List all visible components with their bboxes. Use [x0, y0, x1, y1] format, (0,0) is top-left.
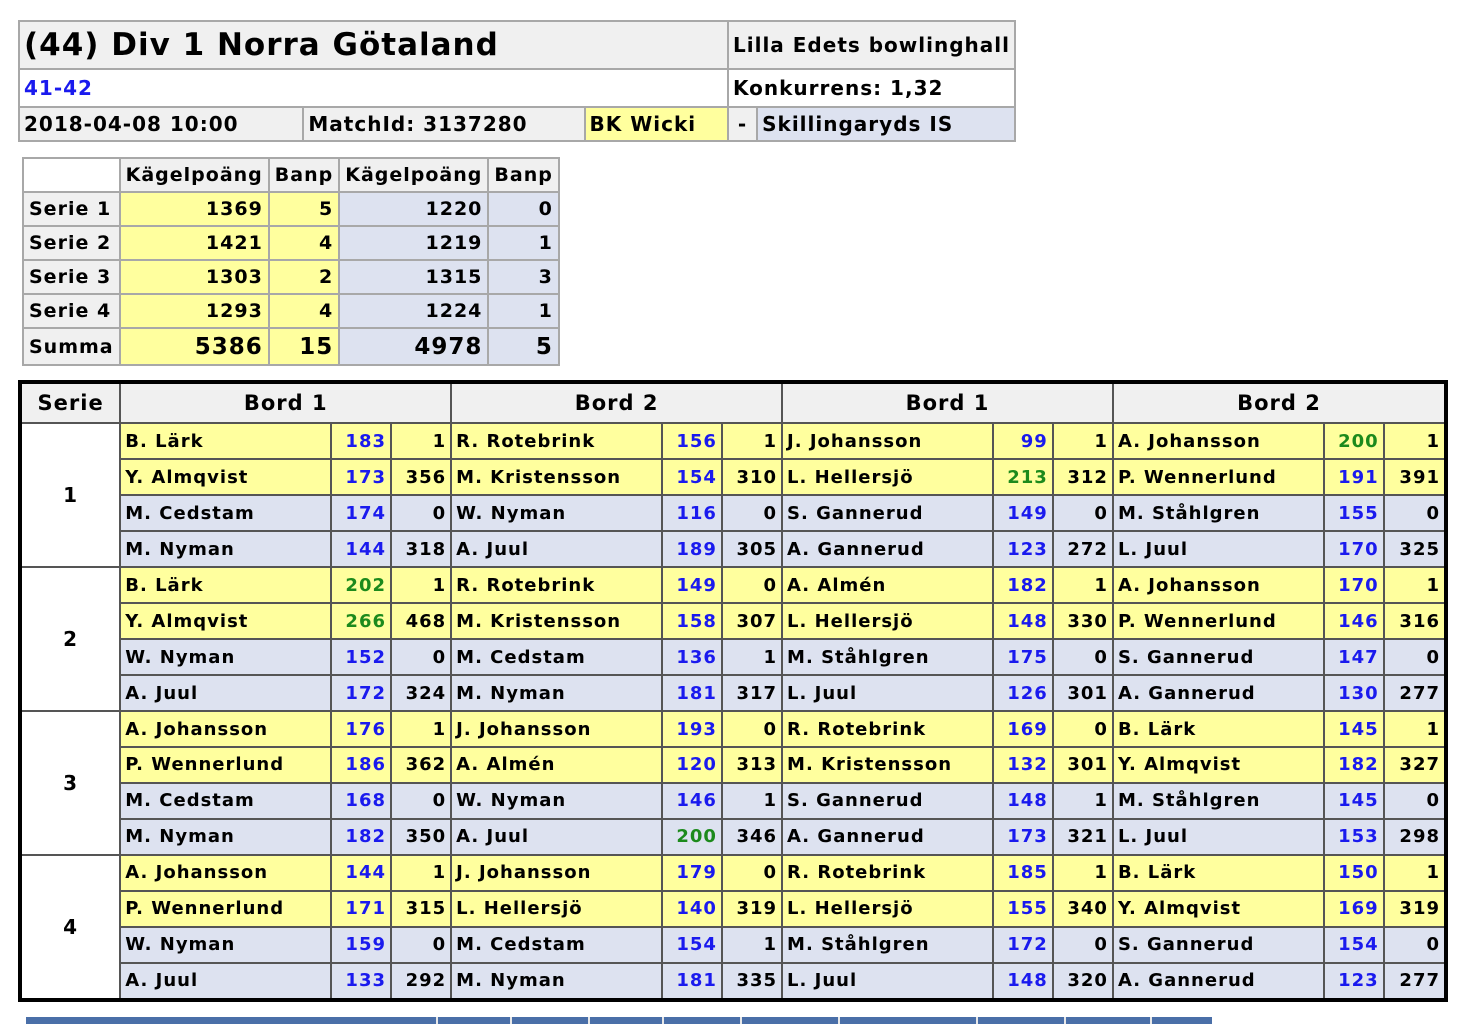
bord-header: Bord 2: [1113, 382, 1446, 423]
summary-total-home-kp: 5386: [120, 328, 269, 365]
player-score: 266: [331, 603, 391, 639]
player-score: 176: [331, 711, 391, 747]
player-score: 173: [331, 459, 391, 495]
player-row: [20, 819, 1446, 855]
home-kagelpoang: 1293: [120, 294, 269, 328]
player-row: [20, 855, 1446, 891]
detail-table: [18, 380, 1448, 1002]
pair-total: 319: [722, 891, 782, 927]
player-row: [20, 567, 1446, 603]
player-score: 193: [662, 711, 722, 747]
player-name: R. Rotebrink: [782, 711, 993, 747]
pair-total: 310: [722, 459, 782, 495]
pair-total: 272: [1053, 531, 1113, 567]
player-name: R. Rotebrink: [451, 567, 662, 603]
player-score: 168: [331, 783, 391, 819]
lane-point: 1: [391, 711, 451, 747]
player-name: M. Nyman: [120, 819, 331, 855]
summary-row: [23, 260, 559, 294]
away-banpoang: 0: [488, 192, 558, 226]
lane-point: 0: [1053, 495, 1113, 531]
player-name: S. Gannerud: [1113, 927, 1324, 963]
player-score: 132: [993, 747, 1053, 783]
player-score: 149: [993, 495, 1053, 531]
player-score: 173: [993, 819, 1053, 855]
player-score: 120: [662, 747, 722, 783]
serie-number: 1: [20, 423, 120, 567]
lane-point: 1: [391, 423, 451, 459]
summary-total-away-kp: 4978: [339, 328, 488, 365]
team-separator: -: [728, 107, 757, 141]
player-name: L. Juul: [1113, 531, 1324, 567]
player-score: 174: [331, 495, 391, 531]
player-score: 169: [1324, 891, 1384, 927]
player-name: P. Wennerlund: [120, 891, 331, 927]
away-kagelpoang: 1315: [339, 260, 488, 294]
pair-total: 277: [1384, 675, 1446, 711]
pair-total: 356: [391, 459, 451, 495]
summary-row: [23, 294, 559, 328]
player-name: S. Gannerud: [782, 495, 993, 531]
player-name: J. Johansson: [451, 855, 662, 891]
player-name: J. Johansson: [782, 423, 993, 459]
player-name: M. Cedstam: [120, 783, 331, 819]
away-banpoang: 3: [488, 260, 558, 294]
player-name: L. Juul: [1113, 819, 1324, 855]
lane-point: 1: [722, 927, 782, 963]
away-kagelpoang: 1224: [339, 294, 488, 328]
lane-point: 1: [722, 639, 782, 675]
player-score: 144: [331, 855, 391, 891]
player-score: 123: [993, 531, 1053, 567]
player-score: 146: [1324, 603, 1384, 639]
home-kagelpoang: 1303: [120, 260, 269, 294]
player-score: 148: [993, 963, 1053, 1000]
player-row: [20, 711, 1446, 747]
player-name: Y. Almqvist: [120, 603, 331, 639]
away-kagelpoang: 1219: [339, 226, 488, 260]
player-score: 133: [331, 963, 391, 1000]
player-score: 136: [662, 639, 722, 675]
player-name: A. Juul: [451, 819, 662, 855]
pair-total: 320: [1053, 963, 1113, 1000]
lane-point: 1: [1384, 567, 1446, 603]
pair-total: 316: [1384, 603, 1446, 639]
lane-point: 1: [1384, 423, 1446, 459]
player-name: L. Hellersjö: [782, 459, 993, 495]
pair-total: 321: [1053, 819, 1113, 855]
pair-total: 312: [1053, 459, 1113, 495]
player-name: S. Gannerud: [782, 783, 993, 819]
away-team: Skillingaryds IS: [757, 107, 1015, 141]
home-banpoang: 4: [269, 294, 339, 328]
player-name: L. Hellersjö: [451, 891, 662, 927]
player-name: M. Cedstam: [451, 927, 662, 963]
player-name: Y. Almqvist: [1113, 747, 1324, 783]
player-name: A. Almén: [451, 747, 662, 783]
serie-number: 4: [20, 855, 120, 1000]
lane-point: 1: [1053, 567, 1113, 603]
serie-number: 3: [20, 711, 120, 855]
player-name: W. Nyman: [120, 927, 331, 963]
player-score: 191: [1324, 459, 1384, 495]
player-score: 182: [331, 819, 391, 855]
player-row: [20, 747, 1446, 783]
summary-table: [22, 157, 560, 366]
lane-point: 0: [1053, 927, 1113, 963]
player-name: L. Juul: [782, 963, 993, 1000]
player-score: 150: [1324, 855, 1384, 891]
detail-rows: [20, 423, 1446, 1000]
player-score: 171: [331, 891, 391, 927]
lane-point: 0: [722, 495, 782, 531]
player-name: S. Gannerud: [1113, 639, 1324, 675]
player-score: 186: [331, 747, 391, 783]
pair-total: 277: [1384, 963, 1446, 1000]
player-name: M. Ståhlgren: [1113, 783, 1324, 819]
player-name: M. Nyman: [451, 963, 662, 1000]
pair-total: 313: [722, 747, 782, 783]
player-score: 200: [1324, 423, 1384, 459]
lane-point: 1: [1053, 783, 1113, 819]
pair-total: 340: [1053, 891, 1113, 927]
lane-point: 1: [722, 423, 782, 459]
player-row: [20, 495, 1446, 531]
summary-corner: [23, 158, 120, 192]
bord-header: Bord 2: [451, 382, 782, 423]
player-row: [20, 459, 1446, 495]
lane-point: 1: [1384, 711, 1446, 747]
lane-point: 1: [722, 783, 782, 819]
player-score: 158: [662, 603, 722, 639]
player-score: 149: [662, 567, 722, 603]
player-score: 148: [993, 603, 1053, 639]
pair-total: 335: [722, 963, 782, 1000]
player-name: A. Johansson: [1113, 567, 1324, 603]
summary-total-away-bp: 5: [488, 328, 558, 365]
summary-header: Banp: [269, 158, 339, 192]
player-name: M. Nyman: [451, 675, 662, 711]
player-name: Y. Almqvist: [120, 459, 331, 495]
player-row: [20, 639, 1446, 675]
player-name: P. Wennerlund: [1113, 603, 1324, 639]
summary-header: Kägelpoäng: [120, 158, 269, 192]
lane-point: 0: [1053, 639, 1113, 675]
player-score: 154: [1324, 927, 1384, 963]
pair-total: 330: [1053, 603, 1113, 639]
player-score: 147: [1324, 639, 1384, 675]
match-score: 41-42: [19, 69, 728, 107]
pair-total: 324: [391, 675, 451, 711]
player-name: M. Ståhlgren: [1113, 495, 1324, 531]
match-datetime: 2018-04-08 10:00: [19, 107, 303, 141]
lane-point: 0: [722, 855, 782, 891]
lane-point: 1: [1053, 855, 1113, 891]
player-name: B. Lärk: [1113, 711, 1324, 747]
player-score: 145: [1324, 711, 1384, 747]
player-score: 172: [331, 675, 391, 711]
summary-row: [23, 226, 559, 260]
player-score: 99: [993, 423, 1053, 459]
player-score: 130: [1324, 675, 1384, 711]
pair-total: 292: [391, 963, 451, 1000]
player-name: M. Cedstam: [120, 495, 331, 531]
lane-point: 1: [1384, 855, 1446, 891]
pair-total: 298: [1384, 819, 1446, 855]
player-name: A. Gannerud: [1113, 963, 1324, 1000]
player-score: 154: [662, 459, 722, 495]
home-kagelpoang: 1369: [120, 192, 269, 226]
player-row: [20, 963, 1446, 1000]
bord-header: Bord 1: [782, 382, 1113, 423]
home-kagelpoang: 1421: [120, 226, 269, 260]
summary-rows: [23, 192, 559, 328]
player-score: 189: [662, 531, 722, 567]
player-score: 146: [662, 783, 722, 819]
pair-total: 325: [1384, 531, 1446, 567]
pair-total: 317: [722, 675, 782, 711]
player-score: 175: [993, 639, 1053, 675]
player-name: W. Nyman: [451, 495, 662, 531]
lane-point: 0: [1384, 927, 1446, 963]
player-name: P. Wennerlund: [1113, 459, 1324, 495]
serie-header: Serie: [20, 382, 120, 423]
player-score: 182: [1324, 747, 1384, 783]
player-score: 169: [993, 711, 1053, 747]
player-name: J. Johansson: [451, 711, 662, 747]
serie-number: 2: [20, 567, 120, 711]
player-score: 170: [1324, 531, 1384, 567]
pair-total: 301: [1053, 675, 1113, 711]
player-score: 126: [993, 675, 1053, 711]
player-row: [20, 783, 1446, 819]
pair-total: 307: [722, 603, 782, 639]
player-name: W. Nyman: [451, 783, 662, 819]
lane-point: 1: [391, 567, 451, 603]
pair-total: 391: [1384, 459, 1446, 495]
player-name: A. Juul: [120, 675, 331, 711]
player-score: 172: [993, 927, 1053, 963]
away-banpoang: 1: [488, 226, 558, 260]
pair-total: 305: [722, 531, 782, 567]
lane-point: 0: [391, 927, 451, 963]
player-score: 179: [662, 855, 722, 891]
player-name: L. Juul: [782, 675, 993, 711]
pair-total: 315: [391, 891, 451, 927]
lane-point: 1: [391, 855, 451, 891]
player-score: 156: [662, 423, 722, 459]
player-name: M. Kristensson: [451, 459, 662, 495]
player-name: A. Gannerud: [782, 531, 993, 567]
player-name: R. Rotebrink: [782, 855, 993, 891]
bord-header: Bord 1: [120, 382, 451, 423]
player-score: 182: [993, 567, 1053, 603]
player-score: 200: [662, 819, 722, 855]
player-name: M. Nyman: [120, 531, 331, 567]
player-score: 144: [331, 531, 391, 567]
match-id: MatchId: 3137280: [303, 107, 584, 141]
player-score: 185: [993, 855, 1053, 891]
player-score: 154: [662, 927, 722, 963]
player-name: M. Ståhlgren: [782, 639, 993, 675]
lane-point: 1: [1053, 423, 1113, 459]
player-row: [20, 603, 1446, 639]
lane-point: 0: [722, 567, 782, 603]
match-title: (44) Div 1 Norra Götaland: [19, 21, 728, 69]
lane-point: 0: [1053, 711, 1113, 747]
player-row: [20, 423, 1446, 459]
player-score: 181: [662, 963, 722, 1000]
pair-total: 350: [391, 819, 451, 855]
summary-total-home-bp: 15: [269, 328, 339, 365]
player-name: M. Ståhlgren: [782, 927, 993, 963]
player-name: L. Hellersjö: [782, 603, 993, 639]
player-score: 213: [993, 459, 1053, 495]
summary-row-label: Serie 4: [23, 294, 120, 328]
lane-point: 0: [1384, 495, 1446, 531]
away-kagelpoang: 1220: [339, 192, 488, 226]
pair-total: 327: [1384, 747, 1446, 783]
pair-total: 468: [391, 603, 451, 639]
player-score: 181: [662, 675, 722, 711]
player-score: 123: [1324, 963, 1384, 1000]
player-name: A. Gannerud: [782, 819, 993, 855]
player-name: A. Juul: [451, 531, 662, 567]
player-score: 153: [1324, 819, 1384, 855]
lane-point: 0: [722, 711, 782, 747]
home-banpoang: 4: [269, 226, 339, 260]
summary-header: Kägelpoäng: [339, 158, 488, 192]
player-name: A. Johansson: [1113, 423, 1324, 459]
player-score: 155: [993, 891, 1053, 927]
summary-row-label: Serie 3: [23, 260, 120, 294]
player-score: 148: [993, 783, 1053, 819]
bottom-table-edge: [26, 1017, 1212, 1024]
player-name: B. Lärk: [1113, 855, 1324, 891]
home-team: BK Wicki: [585, 107, 728, 141]
venue: Lilla Edets bowlinghall: [728, 21, 1015, 69]
summary-total-label: Summa: [23, 328, 120, 365]
player-score: 152: [331, 639, 391, 675]
player-row: [20, 675, 1446, 711]
player-row: [20, 531, 1446, 567]
player-score: 145: [1324, 783, 1384, 819]
konkurrens: Konkurrens: 1,32: [728, 69, 1015, 107]
away-banpoang: 1: [488, 294, 558, 328]
player-name: Y. Almqvist: [1113, 891, 1324, 927]
player-row: [20, 891, 1446, 927]
player-score: 140: [662, 891, 722, 927]
lane-point: 0: [391, 639, 451, 675]
player-score: 159: [331, 927, 391, 963]
lane-point: 0: [1384, 639, 1446, 675]
player-name: B. Lärk: [120, 567, 331, 603]
summary-header: Banp: [488, 158, 558, 192]
player-name: A. Juul: [120, 963, 331, 1000]
lane-point: 0: [1384, 783, 1446, 819]
player-row: [20, 927, 1446, 963]
summary-row-label: Serie 2: [23, 226, 120, 260]
player-score: 202: [331, 567, 391, 603]
home-banpoang: 2: [269, 260, 339, 294]
lane-point: 0: [391, 783, 451, 819]
pair-total: 346: [722, 819, 782, 855]
player-name: M. Kristensson: [451, 603, 662, 639]
pair-total: 362: [391, 747, 451, 783]
player-name: P. Wennerlund: [120, 747, 331, 783]
player-name: M. Kristensson: [782, 747, 993, 783]
player-name: R. Rotebrink: [451, 423, 662, 459]
lane-point: 0: [391, 495, 451, 531]
player-name: A. Johansson: [120, 855, 331, 891]
player-name: A. Almén: [782, 567, 993, 603]
match-header: [18, 20, 1016, 142]
summary-row: [23, 192, 559, 226]
player-name: M. Cedstam: [451, 639, 662, 675]
player-score: 183: [331, 423, 391, 459]
pair-total: 318: [391, 531, 451, 567]
pair-total: 319: [1384, 891, 1446, 927]
player-name: A. Gannerud: [1113, 675, 1324, 711]
player-score: 116: [662, 495, 722, 531]
player-score: 155: [1324, 495, 1384, 531]
pair-total: 301: [1053, 747, 1113, 783]
player-name: W. Nyman: [120, 639, 331, 675]
player-name: B. Lärk: [120, 423, 331, 459]
player-name: L. Hellersjö: [782, 891, 993, 927]
summary-row-label: Serie 1: [23, 192, 120, 226]
player-name: A. Johansson: [120, 711, 331, 747]
player-score: 170: [1324, 567, 1384, 603]
home-banpoang: 5: [269, 192, 339, 226]
